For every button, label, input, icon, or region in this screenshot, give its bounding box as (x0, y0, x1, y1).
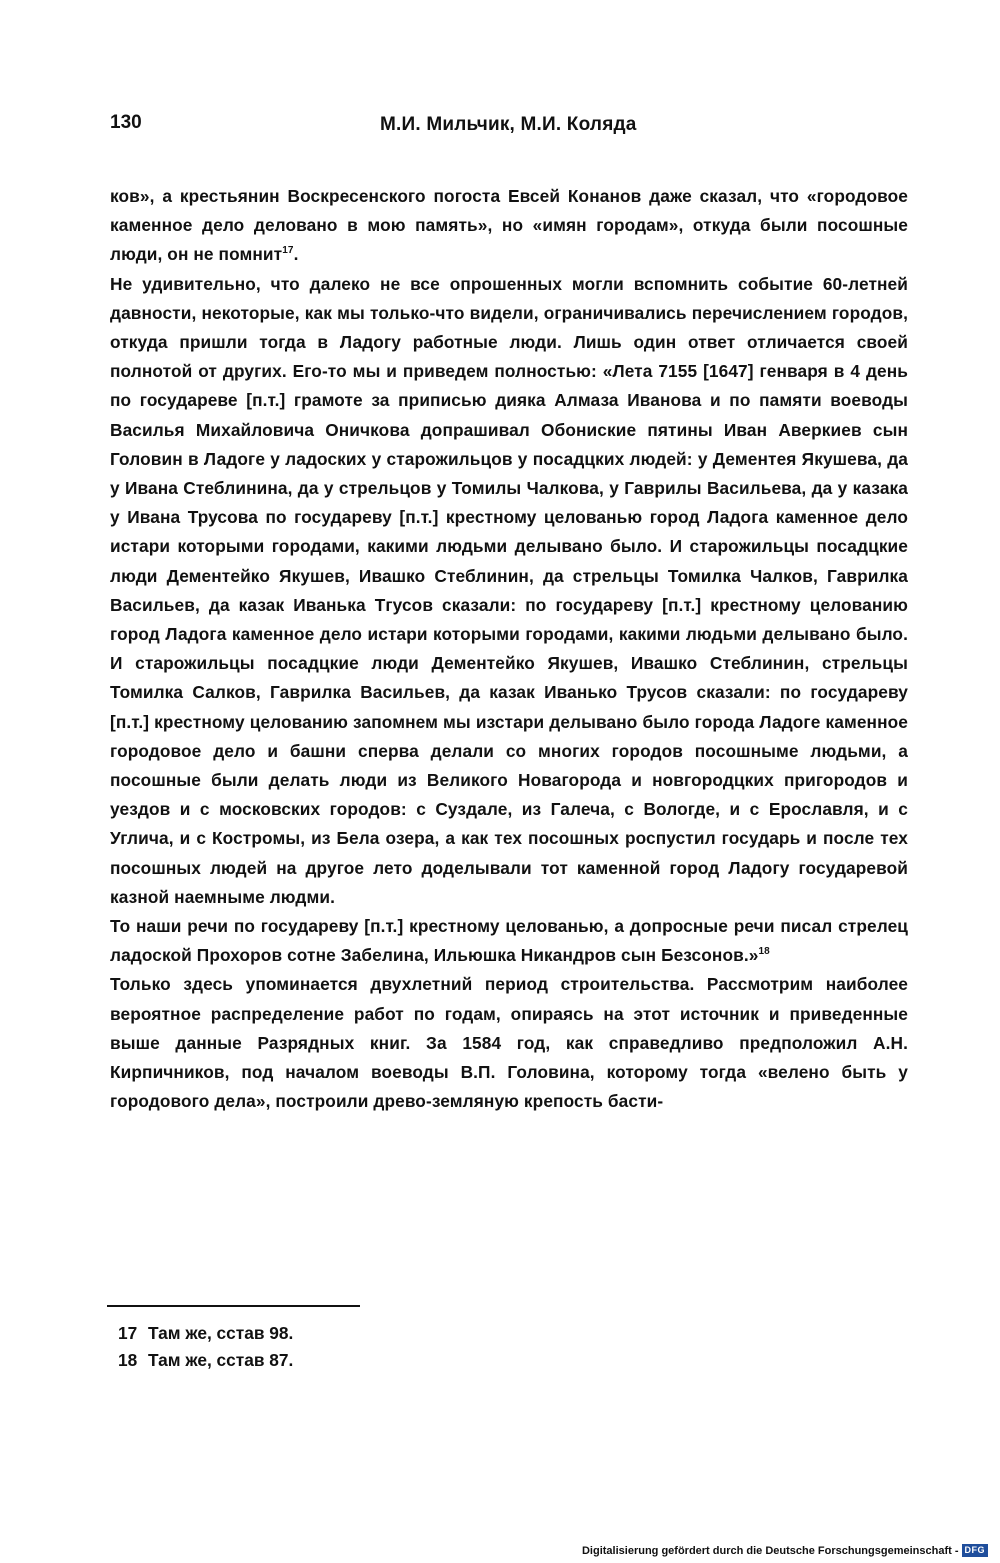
page-number: 130 (110, 112, 142, 133)
paragraph-3-text: То наши речи по государеву [п.т.] крестному целованью, а допросные речи писал стрелец ладоской Прохоров сотне Забелина, Ильюшка Никандров сын Безсонов.» (110, 916, 908, 966)
body-text (110, 182, 908, 1117)
dfg-logo: DFG (962, 1544, 989, 1557)
paragraph-1-end: . (293, 244, 299, 265)
footnote-number: 18 (118, 1350, 138, 1370)
paragraph-1 (110, 182, 908, 270)
footnote-rule (107, 1305, 360, 1307)
footnote (118, 1347, 293, 1374)
running-head: М.И. Мильчик, М.И. Коляда (380, 114, 637, 135)
footnotes (118, 1320, 293, 1374)
paragraph-3 (110, 912, 908, 970)
footnote-text: Там же, сстав 87. (148, 1350, 294, 1370)
footnote-ref-17[interactable]: 17 (282, 245, 294, 257)
paragraph-1-text: ков», а крестьянин Воскресенского погоста Евсей Конанов даже сказал, что «городовое каменное дело деловано в мою память», но «имян городам», откуда были посошные люди, он не помнит (110, 186, 908, 265)
dfg-note-text: Digitalisierung gefördert durch die Deutsche Forschungsgemeinschaft - (581, 1544, 959, 1557)
paragraph-2: Не удивительно, что далеко не все опрошенных могли вспомнить событие 60-летней давности, некоторые, как мы только-что видели, ограничивались перечислением городов, откуда пришли тогда в Ладогу работные люди. Лишь один ответ отличается своей полнотой от других. Его-то мы и приведем полностью: «Лета 7155 [1647] генваря в 4 день по государеве [п.т.] грамоте за приписью дияка Алмаза Иванова и по памяти воеводы Василья Михайловича Оничкова допрашивал Обониские пятины Иван Аверкиев сын Головин в Ладоге у ладоских у старожильцов у посадцких людей: у Дементея Якушева, да у Ивана Стеблинина, да у стрельцов у Томилы Чалкова, у Гаврилы Васильева, да у казака у Ивана Трусова по государеву [п.т.] крестному целованью город Ладога каменное дело истари которыми городами, какими людьми делывано было. И старожильцы посадцкие люди Дементейко Якушев, Ивашко Стеблинин, да стрельцы Томилка Чалков, Гаврилка Васильев, да казак Иванька Тгусов сказали: по государеву [п.т.] крестному целованию город Ладога каменное дело истари которыми городами, какими людьми делывано было. И старожильцы посадцкие люди Дементейко Якушев, Ивашко Стеблинин, стрельцы Томилка Салков, Гаврилка Васильев, да казак Иванько Трусов сказали: по государеву [п.т.] крестному целованию запомнем мы изстари делывано было города Ладоге каменное городовое дело и башни сперва делали со многих городов посошныме людьми, а посошные были делать люди из Великого Новагорода и новгородцких пригородов и уездов и с московских городов: с Суздале, из Галеча, с Вологде, и с Ерославля, и с Углича, и с Костромы, из Бела озера, а как тех посошных роспустил государь и после тех посошных людей на другое лето доделывали тот каменной город Ладогу государевой казной наемныме людми. (110, 273, 908, 907)
footnote-text: Там же, сстав 98. (148, 1323, 294, 1343)
footnote-number: 17 (118, 1323, 138, 1343)
footnote (118, 1320, 293, 1347)
footnote-ref-18[interactable]: 18 (758, 946, 770, 958)
paragraph-4: Только здесь упоминается двухлетний период строительства. Рассмотрим наиболее вероятное распределение работ по годам, опираясь на этот источник и приведенные выше данные Разрядных книг. За 1584 год, как справедливо предположил А.Н. Кирпичников, под началом воеводы В.П. Головина, которому тогда «велено быть у городового дела», построили древо-земляную крепость басти- (110, 974, 908, 1112)
dfg-attribution (582, 1544, 988, 1557)
